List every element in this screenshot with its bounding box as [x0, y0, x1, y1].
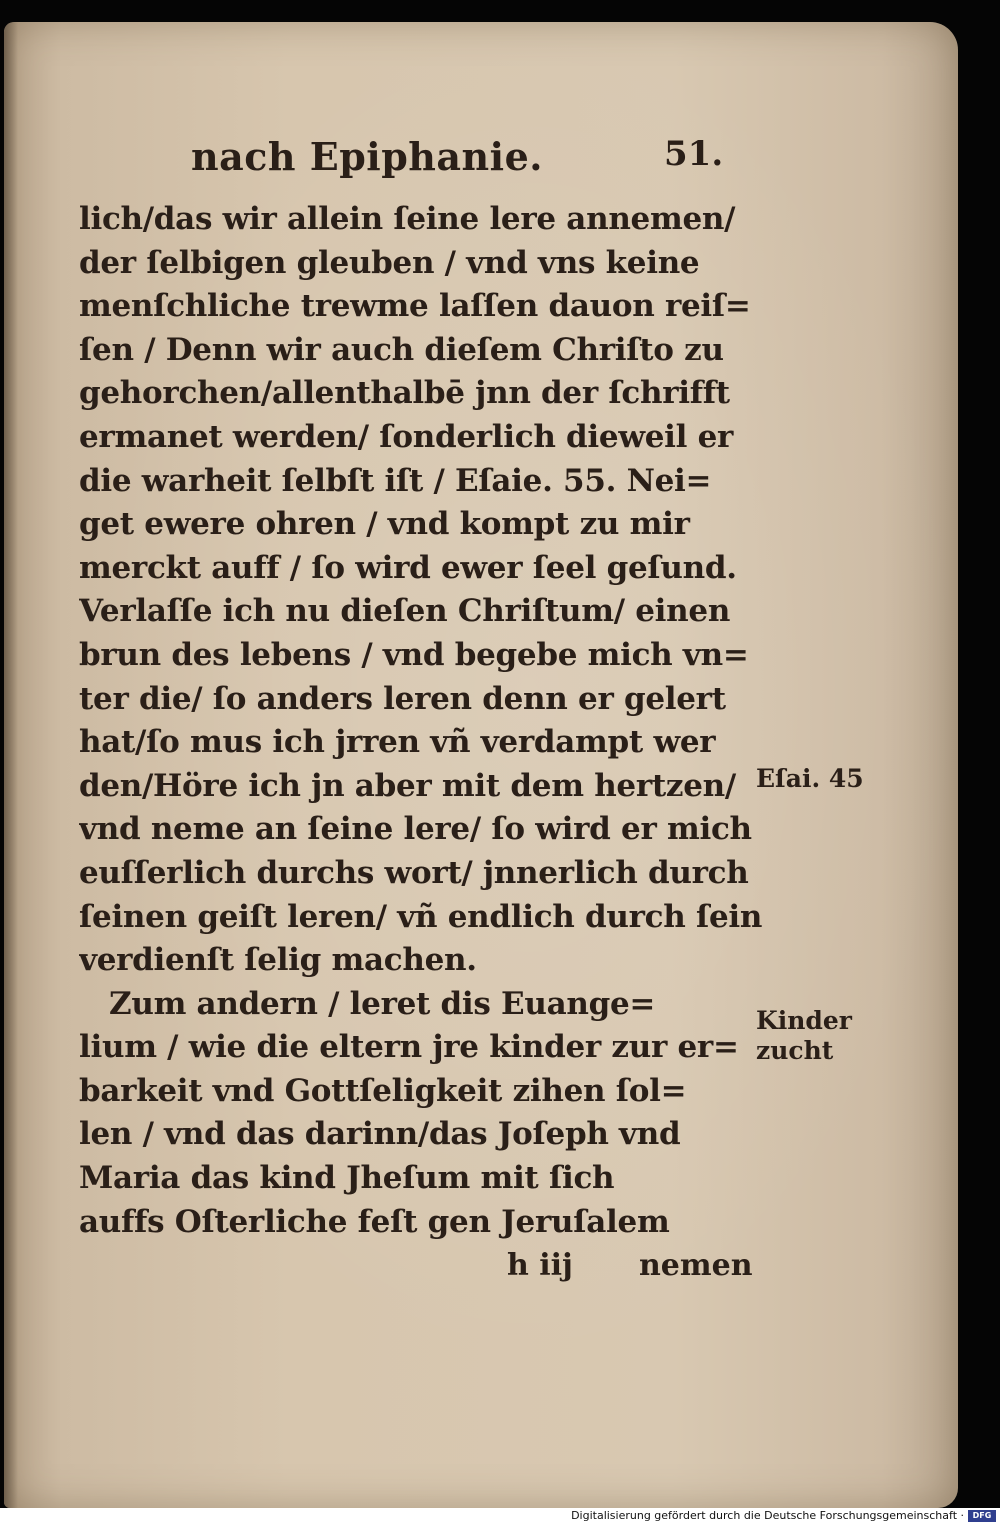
page-foot [79, 1244, 779, 1288]
text-line: brun des lebens / vnd begebe mich vn= [79, 636, 749, 673]
text-line: verdienſt ſelig machen. [79, 942, 477, 979]
book-page [4, 22, 958, 1508]
text-line: auffs Oſterliche feſt gen Jeruſalem [79, 1203, 670, 1240]
text-line: Verlaſſe ich nu dieſen Chriſtum/ einen [79, 593, 731, 630]
funding-credit: Digitalisierung gefördert durch die Deutsche Forschungsgemeinschaft · [571, 1509, 964, 1522]
margin-note-esai: Eſai. 45 [756, 764, 864, 793]
text-line: den/Höre ich jn aber mit dem hertzen/ [79, 767, 736, 804]
text-line: euſſerlich durchs wort/ jnnerlich durch [79, 854, 749, 891]
text-line: ſen / Denn wir auch dieſem Chriſto zu [79, 331, 724, 368]
text-line: lich/das wir allein ſeine lere annemen/ [79, 201, 736, 237]
text-line: Maria das kind Jheſum mit ſich [79, 1160, 615, 1197]
text-line: menſchliche trewme laſſen dauon reiſ= [79, 288, 751, 325]
dfg-logo: DFG [968, 1510, 996, 1522]
footer-bar [0, 1508, 1000, 1525]
text-line: merckt auff / ſo wird ewer ſeel geſund. [79, 549, 737, 586]
signature-mark: h iij [507, 1248, 573, 1284]
page-header [79, 134, 779, 198]
text-line: gehorchen/allenthalbē jnn der ſchrifft [79, 375, 730, 412]
running-head: nach Epiphanie. [191, 134, 544, 179]
text-line: vnd neme an ſeine lere/ ſo wird er mich [79, 811, 752, 848]
text-line: der ſelbigen gleuben / vnd vns keine [79, 244, 700, 281]
text-line: get ewere ohren / vnd kompt zu mir [79, 506, 690, 543]
text-line: ter die/ ſo anders leren denn er gelert [79, 680, 726, 717]
text-line: lium / wie die eltern jre kinder zur er= [79, 1029, 739, 1066]
page-binding-edge [4, 22, 18, 1508]
text-line: hat/ſo mus ich jrren vñ verdampt wer [79, 724, 716, 761]
margin-note-line: zucht [756, 1036, 834, 1065]
page-number: 51. [664, 134, 724, 174]
text-line: len / vnd das darinn/das Joſeph vnd [79, 1116, 681, 1153]
text-line: die warheit ſelbſt iſt / Eſaie. 55. Nei= [79, 462, 712, 499]
text-line: ſeinen geiſt leren/ vñ endlich durch ſein [79, 898, 763, 935]
text-line: barkeit vnd Gottſeligkeit zihen ſol= [79, 1072, 687, 1109]
margin-note-kinderzucht [756, 1006, 852, 1066]
text-block [79, 134, 779, 1288]
catchword: nemen [639, 1248, 753, 1284]
text-line: ermanet werden/ ſonderlich dieweil er [79, 418, 734, 455]
margin-note-line: Kinder [756, 1006, 852, 1035]
paragraph-start-line: Zum andern / leret dis Euange= [109, 985, 656, 1022]
